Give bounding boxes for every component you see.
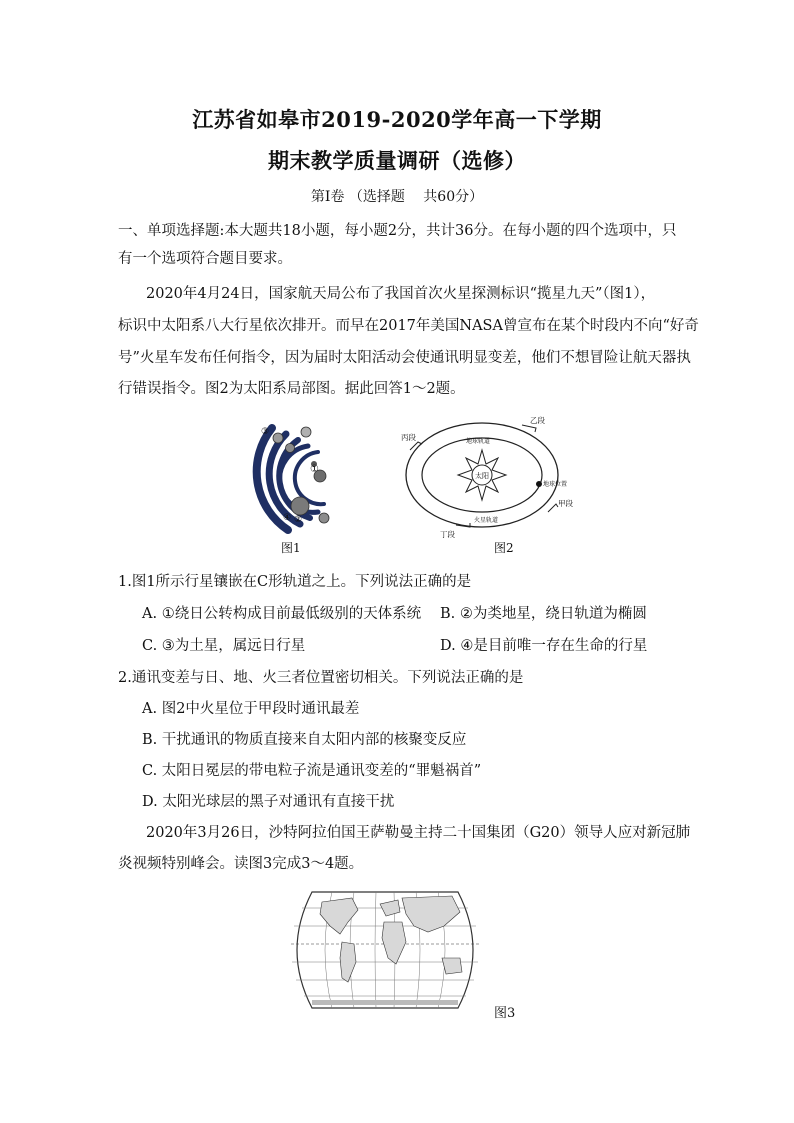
question-2-option-a: A. 图2中火星位于甲段时通讯最差	[142, 701, 360, 717]
figure-2-segment-ding: 丁段	[440, 530, 455, 539]
figure-1-label-3: ③	[261, 427, 270, 437]
passage-2-line-1: 2020年3月26日，沙特阿拉伯国王萨勒曼主持二十国集团（G20）领导人应对新冠肺	[146, 825, 691, 841]
figure-1-label-1: ①	[310, 464, 319, 475]
figure-3-caption: 图3	[494, 1006, 516, 1021]
figure-3-world-map	[282, 886, 488, 1016]
question-1-option-c: C. ③为土星，属远日行星	[142, 638, 306, 654]
question-1-option-a: A. ①绕日公转构成目前最低级别的天体系统	[142, 606, 422, 622]
passage-1-line-4: 行错误指令。图2为太阳系局部图。据此回答1～2题。	[118, 381, 465, 397]
figure-2-segment-bing: 丙段	[401, 433, 416, 442]
figure-2-earth-position-label: 地球位置	[543, 481, 568, 488]
passage-1-line-1: 2020年4月24日，国家航天局公布了我国首次火星探测标识“揽星九天”（图1），	[146, 286, 656, 302]
question-2-stem: 2.通讯变差与日、地、火三者位置密切相关。下列说法正确的是	[118, 670, 524, 686]
figure-1-label-2: ②	[294, 515, 303, 525]
question-2-option-c: C. 太阳日冕层的带电粒子流是通讯变差的“罪魁祸首”	[142, 763, 482, 779]
section-heading: 第Ⅰ卷 （选择题 共60分）	[310, 189, 484, 205]
figure-2-diagram	[400, 414, 580, 542]
question-2-option-b: B. 干扰通讯的物质直接来自太阳内部的核聚变反应	[142, 732, 467, 748]
question-1-option-d: D. ④是目前唯一存在生命的行星	[440, 638, 648, 654]
document-subtitle: 期末教学质量调研（选修）	[268, 148, 526, 173]
question-1-option-b: B. ②为类地星，绕日轨道为椭圆	[440, 606, 647, 622]
instructions-line-1: 一、单项选择题:本大题共18小题，每小题2分，共计36分。在每小题的四个选项中，只	[118, 223, 677, 239]
figure-1-logo	[228, 418, 358, 538]
figure-1-label-4: ④	[283, 513, 292, 523]
question-1-stem: 1.图1所示行星镶嵌在C形轨道之上。下列说法正确的是	[118, 574, 472, 590]
figure-2-sun-label: 太阳	[475, 472, 489, 480]
figure-1-caption: 图1	[281, 541, 301, 555]
question-2-option-d: D. 太阳光球层的黑子对通讯有直接干扰	[142, 794, 395, 810]
document-title: 江苏省如皋市2019-2020学年高一下学期	[192, 107, 602, 132]
passage-1-line-2: 标识中太阳系八大行星依次排开。而早在2017年美国NASA曾宣布在某个时段内不向“好奇	[118, 318, 699, 334]
figure-2-caption: 图2	[494, 541, 514, 555]
figure-2-mars-orbit-label: 火星轨道	[474, 517, 499, 524]
figure-2-earth-orbit-label: 地球轨道	[466, 438, 491, 445]
passage-2-line-2: 炎视频特别峰会。读图3完成3～4题。	[118, 856, 364, 872]
instructions-line-2: 有一个选项符合题目要求。	[118, 251, 292, 267]
figure-2-segment-yi: 乙段	[530, 416, 545, 425]
figure-2-segment-jia: 甲段	[558, 499, 573, 508]
passage-1-line-3: 号”火星车发布任何指令，因为届时太阳活动会使通讯明显变差，他们不想冒险让航天器执	[118, 350, 691, 366]
